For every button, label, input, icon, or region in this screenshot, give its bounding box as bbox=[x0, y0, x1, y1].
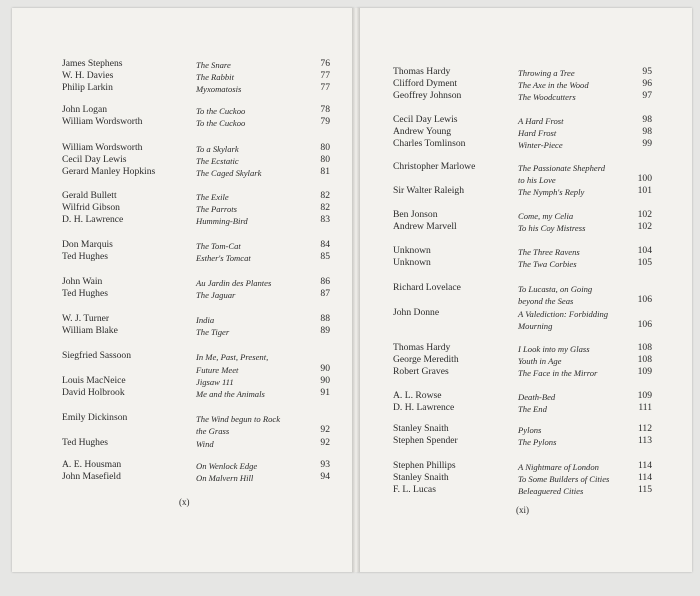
right-toc-author: Robert Graves bbox=[393, 366, 449, 377]
left-toc-poem-title: The Tiger bbox=[196, 327, 230, 337]
left-toc-page-number: 83 bbox=[320, 214, 330, 225]
left-toc-author: Cecil Day Lewis bbox=[62, 154, 127, 165]
right-toc-page-number: 108 bbox=[637, 342, 652, 353]
right-page-folio: (xi) bbox=[516, 505, 529, 515]
left-toc-poem-title: The Ecstatic bbox=[196, 156, 239, 166]
right-toc-poem-title: The Pylons bbox=[518, 437, 557, 447]
left-toc-poem-title: The Tom-Cat bbox=[196, 241, 241, 251]
right-toc-author: D. H. Lawrence bbox=[393, 402, 455, 413]
right-toc-poem-title: Mourning bbox=[518, 321, 553, 331]
right-toc-page-number: 97 bbox=[642, 90, 652, 101]
right-toc-author: Sir Walter Raleigh bbox=[393, 185, 464, 196]
right-toc-author: A. L. Rowse bbox=[393, 390, 442, 401]
left-toc-poem-title: The Snare bbox=[196, 60, 231, 70]
left-toc-author: William Blake bbox=[62, 325, 118, 336]
right-toc-poem-title: To Some Builders of Cities bbox=[518, 474, 610, 484]
left-toc-page-number: 80 bbox=[320, 142, 330, 153]
left-toc-author: Philip Larkin bbox=[62, 82, 113, 93]
right-toc-poem-title: Throwing a Tree bbox=[518, 68, 575, 78]
left-toc-page-number: 85 bbox=[320, 251, 330, 262]
left-toc-page-number: 78 bbox=[320, 104, 330, 115]
left-toc-poem-title: To the Cuckoo bbox=[196, 118, 246, 128]
left-toc-page-number: 92 bbox=[320, 424, 330, 435]
left-toc-author: D. H. Lawrence bbox=[62, 214, 124, 225]
right-toc-author: Richard Lovelace bbox=[393, 282, 461, 293]
left-toc-author: John Masefield bbox=[62, 471, 121, 482]
left-toc-page-number: 79 bbox=[320, 116, 330, 127]
left-toc-poem-title: On Malvern Hill bbox=[196, 473, 254, 483]
left-toc-poem-title: The Rabbit bbox=[196, 72, 234, 82]
right-toc-poem-title: Pylons bbox=[518, 425, 542, 435]
left-toc-author: Ted Hughes bbox=[62, 288, 108, 299]
right-toc-page-number: 112 bbox=[637, 423, 652, 434]
left-toc-author: David Holbrook bbox=[62, 387, 125, 398]
right-toc-author: Charles Tomlinson bbox=[393, 138, 466, 149]
right-toc-author: Andrew Young bbox=[393, 126, 452, 137]
left-toc-poem-title: To a Skylark bbox=[196, 144, 239, 154]
right-toc-page-number: 98 bbox=[642, 114, 652, 125]
left-toc-page-number: 76 bbox=[320, 58, 330, 69]
left-toc-poem-title: India bbox=[196, 315, 215, 325]
left-toc-page-number: 90 bbox=[320, 363, 330, 374]
left-toc-author: James Stephens bbox=[62, 58, 123, 69]
left-toc-author: Don Marquis bbox=[62, 239, 113, 250]
left-toc-poem-title: the Grass bbox=[196, 426, 230, 436]
right-toc-poem-title: The End bbox=[518, 404, 547, 414]
left-toc-author: W. J. Turner bbox=[62, 313, 110, 324]
left-toc-page-number: 82 bbox=[320, 202, 330, 213]
right-toc-author: Cecil Day Lewis bbox=[393, 114, 458, 125]
left-toc-poem-title: Future Meet bbox=[196, 365, 239, 375]
left-toc-poem-title: Esther's Tomcat bbox=[196, 253, 251, 263]
left-toc-page-number: 90 bbox=[320, 375, 330, 386]
right-toc-page-number: 115 bbox=[637, 484, 652, 495]
right-toc-author: Andrew Marvell bbox=[393, 221, 457, 232]
right-toc-page-number: 100 bbox=[637, 173, 652, 184]
left-toc-author: Louis MacNeice bbox=[62, 375, 126, 386]
right-toc-page-number: 106 bbox=[637, 294, 652, 305]
left-toc-author: Gerald Bullett bbox=[62, 190, 117, 201]
right-toc-author: John Donne bbox=[393, 307, 440, 318]
right-toc-page-number: 109 bbox=[637, 366, 652, 377]
left-toc-author: Emily Dickinson bbox=[62, 412, 128, 423]
left-toc-poem-title: The Exile bbox=[196, 192, 229, 202]
left-toc-author: W. H. Davies bbox=[62, 70, 114, 81]
left-toc-poem-title: Humming-Bird bbox=[196, 216, 248, 226]
right-toc-author: Ben Jonson bbox=[393, 209, 438, 220]
left-toc-page-number: 87 bbox=[320, 288, 330, 299]
left-toc-author: John Logan bbox=[62, 104, 108, 115]
right-toc-poem-title: To his Coy Mistress bbox=[518, 223, 586, 233]
right-toc-page-number: 106 bbox=[637, 319, 652, 330]
left-toc-page-number: 88 bbox=[320, 313, 330, 324]
right-toc-author: Stanley Snaith bbox=[393, 472, 449, 483]
left-toc-poem-title: Wind bbox=[196, 439, 214, 449]
left-toc-author: William Wordsworth bbox=[62, 116, 143, 127]
right-toc-poem-title: A Nightmare of London bbox=[518, 462, 599, 472]
right-toc-author: Clifford Dyment bbox=[393, 78, 458, 89]
left-toc-poem-title: Myxomatosis bbox=[196, 84, 242, 94]
left-toc-page-number: 77 bbox=[320, 70, 330, 81]
left-toc-page-number: 80 bbox=[320, 154, 330, 165]
right-toc-poem-title: The Twa Corbies bbox=[518, 259, 577, 269]
right-toc-page-number: 99 bbox=[642, 138, 652, 149]
right-toc-page-number: 101 bbox=[637, 185, 652, 196]
right-toc-author: George Meredith bbox=[393, 354, 459, 365]
left-toc-page-number: 91 bbox=[320, 387, 330, 398]
right-toc-poem-title: beyond the Seas bbox=[518, 296, 574, 306]
right-toc-author: Unknown bbox=[393, 257, 431, 268]
left-toc-poem-title: The Wind begun to Rock bbox=[196, 414, 281, 424]
left-toc-poem-title: To the Cuckoo bbox=[196, 106, 246, 116]
right-toc-page-number: 102 bbox=[637, 209, 652, 220]
right-toc-page-number: 95 bbox=[642, 66, 652, 77]
right-toc-poem-title: I Look into my Glass bbox=[518, 344, 590, 354]
right-toc-page-number: 114 bbox=[637, 472, 652, 483]
right-toc-author: Thomas Hardy bbox=[393, 66, 451, 77]
right-toc-page-number: 102 bbox=[637, 221, 652, 232]
right-toc-page-number: 111 bbox=[638, 402, 652, 413]
left-toc-page-number: 82 bbox=[320, 190, 330, 201]
left-toc-author: Gerard Manley Hopkins bbox=[62, 166, 156, 177]
left-toc-author: Siegfried Sassoon bbox=[62, 350, 132, 361]
right-toc-poem-title: The Three Ravens bbox=[518, 247, 580, 257]
right-toc-page-number: 105 bbox=[637, 257, 652, 268]
left-page-folio: (x) bbox=[179, 497, 190, 507]
left-toc-author: Ted Hughes bbox=[62, 437, 108, 448]
right-toc-author: Unknown bbox=[393, 245, 431, 256]
left-toc-author: William Wordsworth bbox=[62, 142, 143, 153]
right-toc-poem-title: to his Love bbox=[518, 175, 556, 185]
left-toc-poem-title: On Wenlock Edge bbox=[196, 461, 258, 471]
right-toc-poem-title: Winter-Piece bbox=[518, 140, 563, 150]
left-toc-author: John Wain bbox=[62, 276, 103, 287]
right-toc-poem-title: The Passionate Shepherd bbox=[518, 163, 606, 173]
right-toc-author: Christopher Marlowe bbox=[393, 161, 476, 172]
right-toc-author: Thomas Hardy bbox=[393, 342, 451, 353]
right-toc-poem-title: A Valediction: Forbidding bbox=[518, 309, 609, 319]
right-toc-poem-title: The Axe in the Wood bbox=[518, 80, 589, 90]
left-toc-poem-title: The Jaguar bbox=[196, 290, 236, 300]
left-toc-page-number: 94 bbox=[320, 471, 330, 482]
right-toc-poem-title: The Woodcutters bbox=[518, 92, 576, 102]
left-toc-author: Ted Hughes bbox=[62, 251, 108, 262]
right-toc-page-number: 109 bbox=[637, 390, 652, 401]
right-toc-poem-title: A Hard Frost bbox=[518, 116, 564, 126]
right-toc-poem-title: Death-Bed bbox=[518, 392, 556, 402]
left-toc-poem-title: Au Jardin des Plantes bbox=[196, 278, 272, 288]
right-toc-page-number: 108 bbox=[637, 354, 652, 365]
right-toc-poem-title: To Lucasta, on Going bbox=[518, 284, 593, 294]
right-toc-poem-title: Youth in Age bbox=[518, 356, 562, 366]
right-toc-page-number: 96 bbox=[642, 78, 652, 89]
right-toc-author: Geoffrey Johnson bbox=[393, 90, 462, 101]
right-toc-author: F. L. Lucas bbox=[393, 484, 436, 495]
right-toc-poem-title: Come, my Celia bbox=[518, 211, 574, 221]
right-toc-author: Stephen Spender bbox=[393, 435, 458, 446]
right-toc-author: Stanley Snaith bbox=[393, 423, 449, 434]
right-toc-poem-title: The Face in the Mirror bbox=[518, 368, 598, 378]
right-toc-page-number: 113 bbox=[637, 435, 652, 446]
right-toc-poem-title: Beleaguered Cities bbox=[518, 486, 584, 496]
right-toc-poem-title: The Nymph's Reply bbox=[518, 187, 585, 197]
left-toc-page-number: 84 bbox=[320, 239, 330, 250]
right-toc-poem-title: Hard Frost bbox=[518, 128, 557, 138]
left-toc-page-number: 93 bbox=[320, 459, 330, 470]
left-toc-page-number: 92 bbox=[320, 437, 330, 448]
right-toc-author: Stephen Phillips bbox=[393, 460, 456, 471]
right-toc-page-number: 114 bbox=[637, 460, 652, 471]
left-toc-author: Wilfrid Gibson bbox=[62, 202, 120, 213]
left-toc-page-number: 86 bbox=[320, 276, 330, 287]
right-toc-page-number: 104 bbox=[637, 245, 652, 256]
left-toc-poem-title: The Caged Skylark bbox=[196, 168, 262, 178]
left-toc-poem-title: Me and the Animals bbox=[196, 389, 265, 399]
left-toc-poem-title: Jigsaw 111 bbox=[196, 377, 234, 387]
right-toc-page-number: 98 bbox=[642, 126, 652, 137]
left-toc-poem-title: In Me, Past, Present, bbox=[196, 352, 269, 362]
book-gutter bbox=[352, 8, 360, 572]
left-toc-page-number: 81 bbox=[320, 166, 330, 177]
left-toc-poem-title: The Parrots bbox=[196, 204, 237, 214]
left-toc-author: A. E. Housman bbox=[62, 459, 122, 470]
left-toc-page-number: 77 bbox=[320, 82, 330, 93]
left-toc-page-number: 89 bbox=[320, 325, 330, 336]
